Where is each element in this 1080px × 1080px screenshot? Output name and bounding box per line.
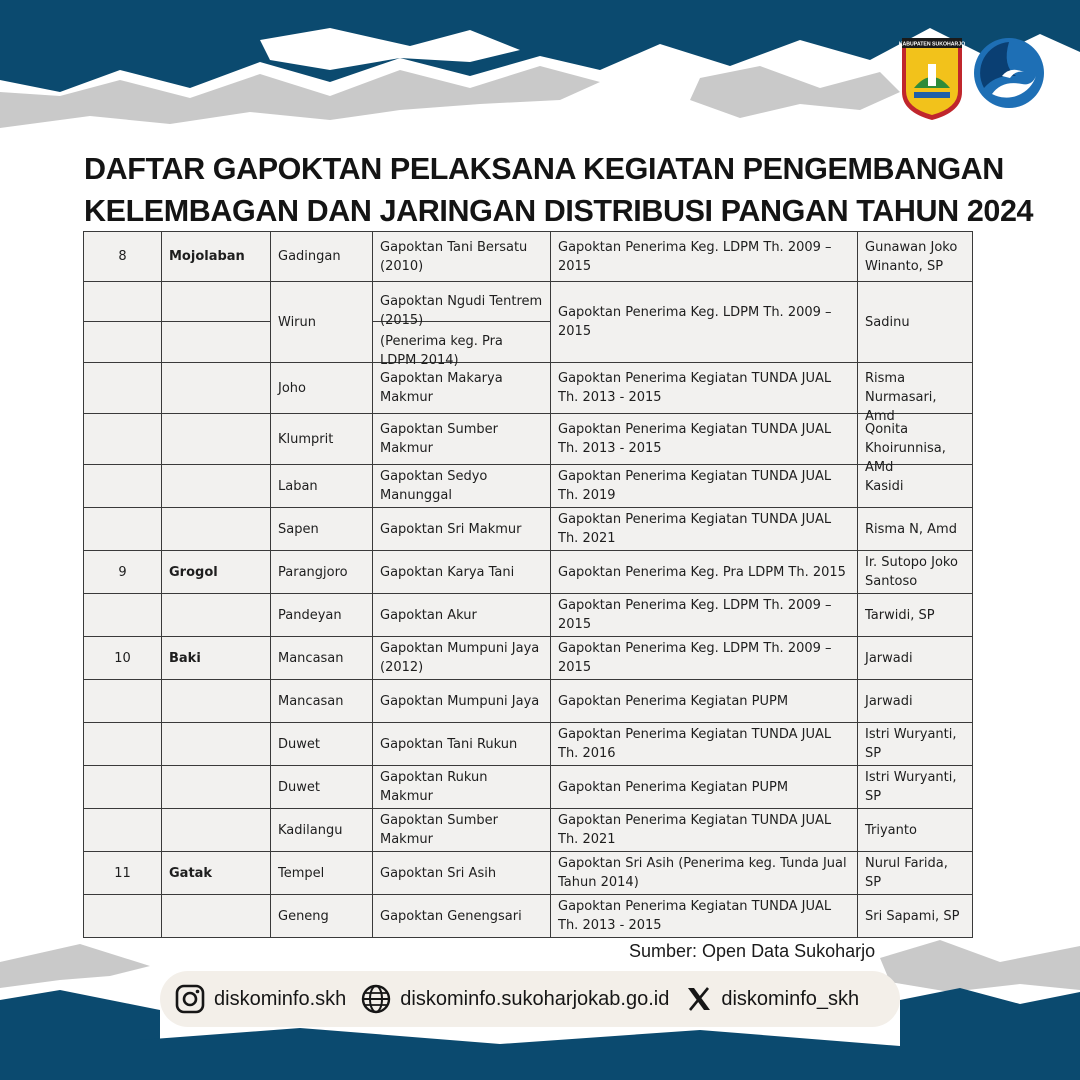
cell-keterangan — [551, 551, 858, 594]
cell-penanggung-jawab — [858, 766, 973, 809]
cell-gapoktan — [373, 551, 551, 594]
cell-kecamatan — [162, 895, 271, 938]
cell-no — [84, 809, 162, 852]
table-row — [84, 637, 973, 680]
cell-penanggung-jawab — [858, 414, 973, 475]
cell-gapoktan-text: Gapoktan Makarya Makmur — [380, 371, 503, 405]
cell-penanggung-jawab — [858, 852, 973, 895]
cell-penanggung-jawab — [858, 809, 973, 852]
cell-desa: Joho — [271, 363, 373, 414]
cell-keterangan-text: Gapoktan Penerima Kegiatan TUNDA JUAL Th. 2021 — [558, 512, 832, 546]
cell-pj-text: Risma N, Amd — [865, 521, 957, 537]
cell-no: 9 — [84, 551, 162, 594]
cell-pj-text: Sri Sapami, SP — [865, 908, 960, 924]
table-row — [84, 551, 973, 594]
source-note: Sumber: Open Data Sukoharjo — [629, 941, 876, 961]
cell-penanggung-jawab — [858, 232, 973, 282]
cell-penanggung-jawab — [858, 551, 973, 594]
cell-desa: Geneng — [271, 895, 373, 938]
cell-gapoktan-text: Gapoktan Tani Bersatu (2010) — [380, 239, 528, 274]
cell-keterangan-text: Gapoktan Penerima Keg. LDPM Th. 2009 – 2015 — [558, 641, 832, 675]
cell-keterangan — [551, 809, 858, 852]
table-row — [84, 895, 973, 938]
cell-keterangan — [551, 723, 858, 766]
page-title — [84, 148, 1044, 232]
cell-keterangan — [551, 282, 858, 363]
cell-no — [84, 680, 162, 723]
cell-no — [84, 766, 162, 809]
cell-penanggung-jawab — [858, 508, 973, 551]
table-row — [84, 809, 973, 852]
sub-cell — [162, 322, 270, 362]
cell-pj-text: Risma Nurmasari, Amd — [865, 371, 937, 424]
cell-gapoktan-extra-text: (Penerima keg. Pra LDPM 2014) — [380, 334, 503, 368]
cell-kecamatan: Gatak — [162, 852, 271, 895]
cell-kecamatan — [162, 766, 271, 809]
x-handle-text: diskominfo_skh — [721, 987, 860, 1010]
title-line-1: DAFTAR GAPOKTAN PELAKSANA KEGIATAN PENGEMBANGAN — [84, 152, 1004, 186]
cell-kecamatan — [162, 508, 271, 551]
cell-keterangan-text: Gapoktan Penerima Kegiatan TUNDA JUAL Th. 2013 - 2015 — [558, 371, 832, 405]
cell-gapoktan-text: Gapoktan Sri Makmur — [380, 521, 522, 537]
cell-gapoktan — [373, 232, 551, 282]
gapoktan-table — [83, 231, 973, 938]
cell-gapoktan-text: Gapoktan Sumber Makmur — [380, 422, 498, 456]
cell-keterangan-text: Gapoktan Penerima Kegiatan TUNDA JUAL Th. 2021 — [558, 813, 832, 847]
cell-penanggung-jawab — [858, 723, 973, 766]
cell-no — [84, 414, 162, 465]
globe-icon — [360, 983, 392, 1015]
cell-pj-text: Jarwadi — [865, 650, 913, 666]
cell-gapoktan-text: Gapoktan Sri Asih — [380, 865, 497, 881]
cell-keterangan-text: Gapoktan Penerima Kegiatan PUPM — [558, 779, 789, 795]
cell-pj-text: Istri Wuryanti, SP — [865, 770, 957, 804]
cell-pj-text: Kasidi — [865, 478, 904, 494]
emblem-label: KABUPATEN SUKOHARJO — [898, 41, 966, 48]
cell-desa: Duwet — [271, 723, 373, 766]
cell-gapoktan-text: Gapoktan Sedyo Manunggal — [380, 469, 488, 503]
cell-keterangan — [551, 508, 858, 551]
instagram-handle[interactable] — [174, 983, 346, 1015]
cell-no — [84, 282, 162, 363]
cell-keterangan-text: Gapoktan Penerima Kegiatan PUPM — [558, 693, 789, 709]
cell-gapoktan-text: Gapoktan Sumber Makmur — [380, 813, 498, 847]
cell-kecamatan — [162, 363, 271, 414]
cell-keterangan-text: Gapoktan Penerima Kegiatan TUNDA JUAL Th. 2013 - 2015 — [558, 422, 832, 456]
cell-no: 8 — [84, 232, 162, 282]
cell-gapoktan — [373, 637, 551, 680]
cell-keterangan — [551, 895, 858, 938]
cell-desa: Kadilangu — [271, 809, 373, 852]
cell-gapoktan — [373, 809, 551, 852]
cell-gapoktan — [373, 363, 551, 414]
cell-pj-text: Ir. Sutopo Joko Santoso — [865, 555, 958, 589]
cell-gapoktan-text: Gapoktan Ngudi Tentrem (2015) — [380, 294, 543, 328]
instagram-icon — [174, 983, 206, 1015]
cell-no — [84, 594, 162, 637]
cell-kecamatan — [162, 680, 271, 723]
sub-cell — [84, 282, 161, 322]
table-row — [84, 232, 973, 282]
table-row — [84, 594, 973, 637]
table-row — [84, 414, 973, 465]
cell-pj-text: Nurul Farida, SP — [865, 856, 948, 890]
website-link-text: diskominfo.sukoharjokab.go.id — [400, 987, 670, 1010]
x-logo-icon — [685, 985, 713, 1013]
cell-keterangan — [551, 852, 858, 895]
table-row — [84, 465, 973, 508]
cell-keterangan-text: Gapoktan Penerima Kegiatan TUNDA JUAL Th. 2019 — [558, 469, 832, 503]
cell-keterangan — [551, 363, 858, 414]
cell-no — [84, 465, 162, 508]
cell-keterangan — [551, 680, 858, 723]
cell-gapoktan-text: Gapoktan Akur — [380, 607, 477, 623]
cell-kecamatan — [162, 414, 271, 465]
cell-desa: Laban — [271, 465, 373, 508]
table-row — [84, 680, 973, 723]
cell-keterangan — [551, 232, 858, 282]
table-row — [84, 766, 973, 809]
cell-desa: Mancasan — [271, 637, 373, 680]
cell-desa: Parangjoro — [271, 551, 373, 594]
cell-pj-text: Istri Wuryanti, SP — [865, 727, 957, 761]
website-link[interactable] — [360, 983, 669, 1015]
cell-gapoktan-text: Gapoktan Mumpuni Jaya (2012) — [380, 641, 540, 675]
cell-gapoktan — [373, 282, 551, 368]
sub-cell — [373, 282, 550, 328]
cell-gapoktan-text: Gapoktan Rukun Makmur — [380, 770, 488, 804]
cell-kecamatan — [162, 809, 271, 852]
cell-no: 11 — [84, 852, 162, 895]
cell-gapoktan-text: Gapoktan Tani Rukun — [380, 736, 518, 752]
cell-kecamatan: Baki — [162, 637, 271, 680]
cell-gapoktan — [373, 414, 551, 465]
cell-gapoktan — [373, 680, 551, 723]
cell-no — [84, 363, 162, 414]
cell-keterangan-text: Gapoktan Penerima Keg. LDPM Th. 2009 – 2015 — [558, 305, 832, 339]
cell-penanggung-jawab — [858, 637, 973, 680]
cell-penanggung-jawab — [858, 680, 973, 723]
cell-gapoktan — [373, 766, 551, 809]
cell-desa: Gadingan — [271, 232, 373, 282]
x-handle[interactable] — [685, 985, 859, 1013]
cell-keterangan — [551, 766, 858, 809]
cell-no — [84, 895, 162, 938]
cell-desa: Klumprit — [271, 414, 373, 465]
sub-cell — [84, 322, 161, 362]
cell-kecamatan — [162, 282, 271, 363]
cell-keterangan — [551, 637, 858, 680]
cell-pj-text: Tarwidi, SP — [865, 607, 935, 623]
cell-desa: Duwet — [271, 766, 373, 809]
cell-penanggung-jawab — [858, 282, 973, 363]
table-row — [84, 508, 973, 551]
sub-cell — [162, 282, 270, 322]
social-footer — [160, 971, 900, 1027]
cell-kecamatan — [162, 723, 271, 766]
cell-pj-text: Gunawan Joko Winanto, SP — [865, 239, 958, 274]
cell-no — [84, 723, 162, 766]
cell-kecamatan — [162, 465, 271, 508]
cell-pj-text: Qonita Khoirunnisa, AMd — [865, 422, 946, 475]
cell-desa: Pandeyan — [271, 594, 373, 637]
table-row — [84, 282, 973, 363]
cell-gapoktan — [373, 465, 551, 508]
cell-gapoktan — [373, 594, 551, 637]
cell-gapoktan — [373, 852, 551, 895]
cell-desa: Sapen — [271, 508, 373, 551]
cell-keterangan-text: Gapoktan Sri Asih (Penerima keg. Tunda Jual Tahun 2014) — [558, 856, 847, 890]
table-row — [84, 852, 973, 895]
table-row — [84, 723, 973, 766]
cell-desa: Tempel — [271, 852, 373, 895]
cell-desa: Mancasan — [271, 680, 373, 723]
cell-gapoktan-text: Gapoktan Mumpuni Jaya — [380, 693, 540, 709]
sukoharjo-emblem-icon — [898, 36, 966, 122]
cell-keterangan-text: Gapoktan Penerima Keg. Pra LDPM Th. 2015 — [558, 564, 846, 580]
cell-penanggung-jawab — [858, 363, 973, 424]
cell-pj-text: Sadinu — [865, 314, 910, 330]
cell-pj-text: Jarwadi — [865, 693, 913, 709]
cell-keterangan — [551, 594, 858, 637]
cell-keterangan-text: Gapoktan Penerima Kegiatan TUNDA JUAL Th. 2016 — [558, 727, 832, 761]
instagram-handle-text: diskominfo.skh — [214, 987, 347, 1010]
table-row — [84, 363, 973, 414]
cell-kecamatan — [162, 594, 271, 637]
kominfo-logo-icon — [972, 36, 1046, 110]
cell-kecamatan: Mojolaban — [162, 232, 271, 282]
cell-gapoktan — [373, 508, 551, 551]
cell-kecamatan: Grogol — [162, 551, 271, 594]
cell-keterangan — [551, 414, 858, 465]
cell-pj-text: Triyanto — [865, 822, 917, 838]
cell-gapoktan-text: Gapoktan Karya Tani — [380, 564, 515, 580]
cell-gapoktan — [373, 723, 551, 766]
cell-no — [84, 508, 162, 551]
cell-desa: Wirun — [271, 282, 373, 363]
cell-gapoktan-text: Gapoktan Genengsari — [380, 908, 522, 924]
cell-keterangan — [551, 465, 858, 508]
cell-penanggung-jawab — [858, 594, 973, 637]
cell-gapoktan — [373, 895, 551, 938]
cell-no: 10 — [84, 637, 162, 680]
cell-keterangan-text: Gapoktan Penerima Kegiatan TUNDA JUAL Th. 2013 - 2015 — [558, 899, 832, 933]
cell-penanggung-jawab — [858, 895, 973, 938]
cell-keterangan-text: Gapoktan Penerima Keg. LDPM Th. 2009 – 2015 — [558, 598, 832, 632]
title-line-2: KELEMBAGAN DAN JARINGAN DISTRIBUSI PANGAN TAHUN 2024 — [84, 194, 1034, 228]
cell-keterangan-text: Gapoktan Penerima Keg. LDPM Th. 2009 – 2015 — [558, 239, 832, 274]
